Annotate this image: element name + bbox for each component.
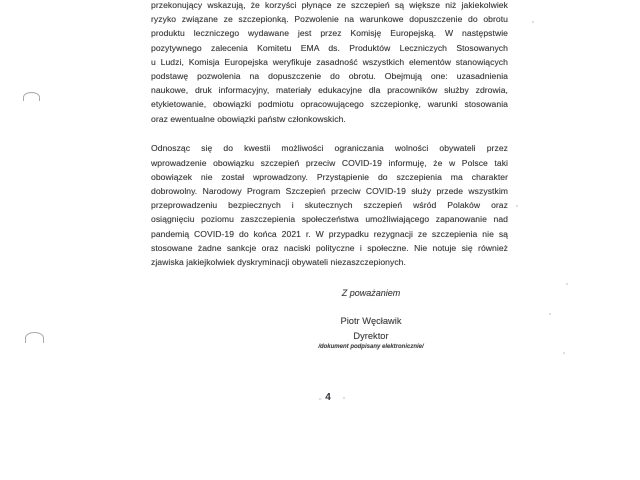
dust-speck (532, 21, 534, 23)
body-line: przekonujący wskazują, że korzyści płynące ze szczepień są większe niż jakiekolwiek (151, 0, 508, 10)
signer-name: Piotr Węcławik (340, 316, 402, 326)
hole-punch-arc-icon (25, 332, 44, 343)
body-line: oraz ewentualne obowiązki państw członkowskich. (151, 113, 346, 124)
page-number: 4 (325, 392, 331, 403)
body-line: u Ludzi, Komisja Europejska weryfikuje zasadność wszystkich elementów stanowiących (151, 56, 508, 67)
body-line: naukowe, druk informacyjny, materiały edukacyjne dla pracowników służby zdrowia, (151, 85, 508, 96)
body-line: stosowane żadne sankcje oraz naciski polityczne i społeczne. Nie notuje się również (151, 242, 508, 253)
signer-title: Dyrektor (353, 331, 389, 341)
body-line: dobrowolny. Narodowy Program Szczepień przeciw COVID-19 służy przede wszystkim (151, 185, 508, 196)
body-line: ryzyko związane ze szczepionką. Pozwolenie na warunkowe dopuszczenie do obrotu (151, 14, 508, 25)
body-line: produktu leczniczego wydawane jest przez Komisję Europejską. W następstwie (151, 28, 508, 39)
electronic-signature-note: /dokument podpisany elektronicznie/ (318, 344, 424, 350)
dust-speck (343, 397, 345, 399)
closing-phrase: Z poważaniem (341, 288, 401, 298)
body-line: podstawę pozwolenia na dopuszczenie do obrotu. Obejmują one: uzasadnienia (151, 71, 508, 82)
paragraph (151, 141, 508, 269)
paragraph (151, 0, 508, 126)
body-line: osiągnięciu poziomu zaszczepienia społeczeństwa umożliwiającego zapanowanie nad (151, 214, 508, 225)
dust-speck (563, 352, 565, 354)
body-line: pozytywnego zalecenia Komitetu EMA ds. Produktów Leczniczych Stosowanych (151, 42, 508, 53)
body-line: Odnosząc się do kwestii możliwości ograniczania wolności obywateli przez (151, 143, 508, 154)
body-line: pandemią COVID-19 do końca 2021 r. W przypadku rezygnacji ze szczepienia nie są (151, 228, 508, 239)
dust-speck (566, 283, 568, 285)
body-line: zjawiska jakiejkolwiek dyskryminacji obywateli niezaszczepionych. (151, 256, 406, 267)
dust-speck (549, 313, 551, 315)
body-line: etykietowanie, obowiązki podmiotu opracowującego szczepionkę, warunki stosowania (151, 99, 508, 110)
body-line: przeprowadzeniu bezpiecznych i skutecznych szczepień wśród Polaków oraz (151, 200, 508, 211)
body-line: wprowadzenie obowiązku szczepień przeciw COVID-19 informuję, że w Polsce taki (151, 157, 508, 168)
dust-speck (516, 205, 518, 207)
body-text (151, 0, 508, 269)
dust-speck (319, 398, 321, 400)
hole-punch-arc-icon (23, 92, 40, 101)
body-line: obowiązek nie został wprowadzony. Przystąpienie do szczepienia ma charakter (151, 171, 508, 182)
